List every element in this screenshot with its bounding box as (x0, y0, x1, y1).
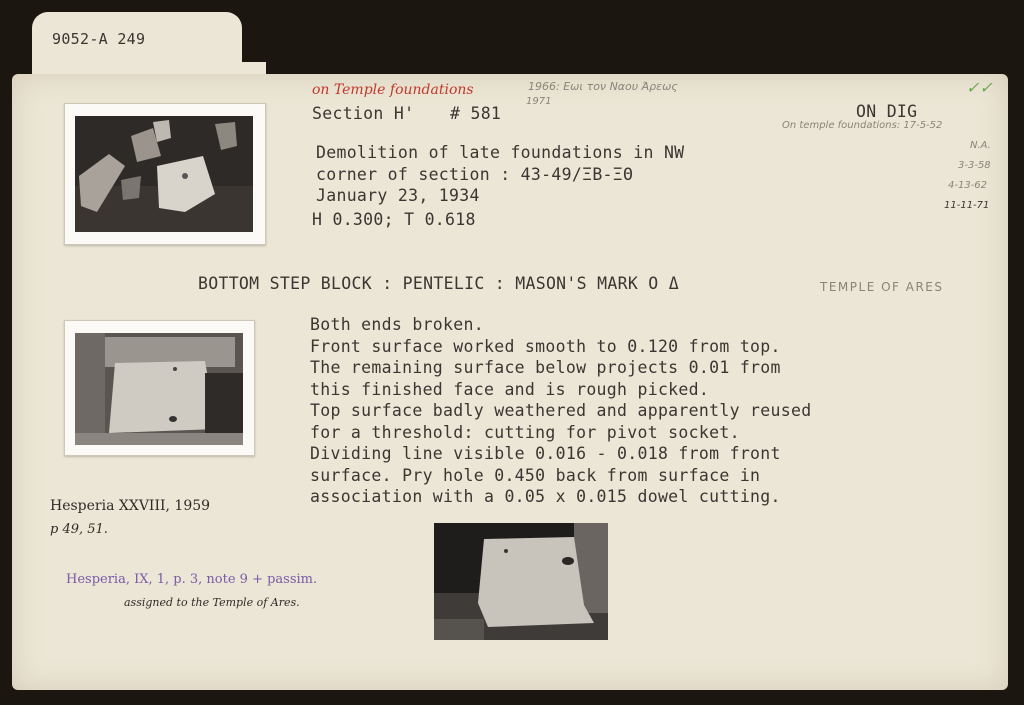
dig-note: On temple foundations: 17-5-52 (782, 120, 943, 131)
bibliography-1-line-2: p 49, 51. (50, 522, 108, 537)
bibliography-2-line-2: assigned to the Temple of Ares. (124, 596, 300, 609)
description-line: corner of section : 43-49/ΞB-ΞΘ (316, 164, 634, 184)
dig-date-4: 11-11-71 (944, 200, 990, 211)
bibliography-1-line-1: Hesperia XXVIII, 1959 (50, 498, 211, 514)
photo-frame-2 (64, 320, 255, 456)
check-mark: ✓✓ (966, 78, 993, 97)
body-line: this finished face and is rough picked. (310, 379, 710, 399)
object-heading: BOTTOM STEP BLOCK : PENTELIC : MASON'S MARK O Δ (198, 274, 679, 293)
photo-block-in-situ (75, 333, 243, 445)
location-note: on Temple foundations (312, 82, 474, 98)
photo-stone-fragments (75, 116, 253, 232)
body-line: surface. Pry hole 0.450 back from surface in (310, 465, 761, 485)
dig-date-2: 3-3-58 (958, 160, 991, 171)
bibliography-2-line-1: Hesperia, IX, 1, p. 3, note 9 + passim. (66, 572, 318, 587)
dimensions: H 0.300; T 0.618 (312, 210, 476, 229)
section-label: Section H' (312, 104, 415, 123)
year-note: 1971 (526, 96, 552, 107)
on-dig-label: ON DIG (856, 102, 918, 121)
description-line: Demolition of late foundations in NW (316, 143, 685, 162)
photo-block-top (434, 523, 608, 640)
body-line: The remaining surface below projects 0.01 from (310, 358, 781, 377)
body-line: Front surface worked smooth to 0.120 from top. (310, 336, 781, 356)
dig-date-3: 4-13-62 (948, 180, 988, 191)
body-line: Both ends broken. (310, 315, 484, 334)
body-line: for a threshold: cutting for pivot socket. (310, 422, 740, 442)
body-line: Top surface badly weathered and apparently reused (310, 401, 812, 420)
body-line: association with a 0.05 x 0.015 dowel cutting. (310, 487, 781, 506)
description-line: January 23, 1934 (316, 186, 480, 205)
greek-note: 1966: Εωι τον Ναου Άρεως (528, 80, 678, 93)
body-line: Dividing line visible 0.016 - 0.018 from front (310, 444, 781, 463)
description-block (316, 142, 684, 207)
inventory-number: # 581 (450, 104, 502, 123)
catalog-id: 9052-A 249 (52, 30, 146, 48)
dig-date-1: N.A. (970, 140, 991, 151)
temple-note: TEMPLE OF ARES (820, 280, 944, 294)
body-text (310, 314, 811, 508)
photo-frame-1 (64, 103, 266, 245)
